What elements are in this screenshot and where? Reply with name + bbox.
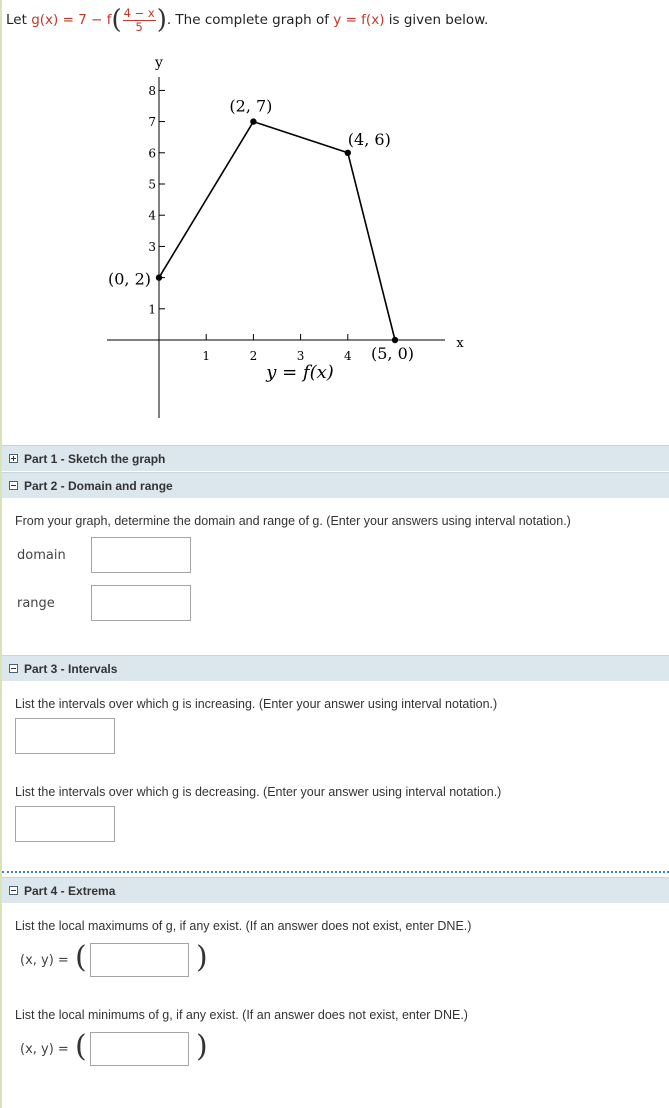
- problem-statement: [6, 0, 488, 40]
- collapse-icon[interactable]: [9, 664, 18, 673]
- section-divider: [2, 871, 669, 873]
- fraction: [123, 7, 156, 33]
- y-tick-label: 7: [148, 115, 156, 130]
- part-2-header[interactable]: [2, 472, 669, 498]
- x-tick-label: 4: [343, 349, 352, 363]
- y-axis-label: y: [155, 55, 163, 71]
- fraction-denominator: 5: [135, 19, 143, 34]
- xy-label-min: (x, y) =: [20, 1042, 69, 1057]
- x-tick-label: 2: [249, 349, 258, 363]
- local-max-input[interactable]: [90, 943, 189, 977]
- y-tick-label: 8: [148, 83, 156, 98]
- left-paren-max: (: [75, 940, 87, 975]
- part-1-title: Part 1 - Sketch the graph: [24, 451, 166, 466]
- x-axis-label: x: [456, 336, 464, 351]
- expand-icon[interactable]: [9, 454, 18, 463]
- statement-middle: . The complete graph of: [166, 12, 329, 28]
- y-tick-label: 1: [148, 302, 156, 317]
- increasing-question: List the intervals over which g is increasing. (Enter your answer using interval notation.): [15, 697, 498, 711]
- range-label: range: [17, 596, 55, 611]
- collapse-icon[interactable]: [9, 886, 18, 895]
- minus-sign: −: [91, 12, 103, 28]
- right-paren-max: ): [196, 940, 208, 975]
- let-word: Let: [6, 12, 27, 28]
- domain-label: domain: [17, 548, 66, 563]
- range-input[interactable]: [91, 585, 191, 621]
- point-marker: [250, 118, 256, 124]
- point-marker: [392, 337, 398, 343]
- y-tick-label: 4: [148, 208, 156, 223]
- y-tick-label: 5: [148, 177, 156, 192]
- part-2-question: From your graph, determine the domain and range of g. (Enter your answers using interval notation.): [15, 514, 571, 528]
- right-big-paren: ): [156, 5, 167, 35]
- graph-labels: [108, 55, 464, 383]
- local-max-question: List the local maximums of g, if any exist. (If an answer does not exist, enter DNE.): [15, 919, 472, 933]
- graph-curve: [156, 118, 398, 343]
- part-2-title: Part 2 - Domain and range: [24, 478, 173, 493]
- point-label: (0, 2): [108, 269, 152, 289]
- local-min-question: List the local minimums of g, if any exist. (If an answer does not exist, enter DNE.): [15, 1008, 468, 1022]
- f-letter: f: [106, 12, 112, 28]
- decreasing-question: List the intervals over which g is decreasing. (Enter your answer using interval notation.): [15, 785, 502, 799]
- increasing-input[interactable]: [15, 718, 115, 754]
- left-big-paren: (: [111, 5, 122, 35]
- part-3-title: Part 3 - Intervals: [24, 661, 118, 676]
- left-paren-min: (: [75, 1029, 87, 1064]
- fraction-numerator: 4 − x: [123, 5, 155, 20]
- function-line: [159, 122, 395, 340]
- function-graph: [0, 40, 669, 420]
- x-tick-label: 3: [296, 349, 305, 363]
- domain-input[interactable]: [91, 537, 191, 573]
- collapse-icon[interactable]: [9, 481, 18, 490]
- statement-end: is given below.: [388, 12, 489, 28]
- y-equals-fx: y = f(x): [333, 12, 385, 28]
- point-marker: [156, 274, 162, 280]
- seven: 7: [78, 12, 87, 28]
- point-marker: [345, 150, 351, 156]
- y-tick-label: 3: [148, 239, 156, 254]
- graph-caption: y = f(x): [266, 362, 334, 383]
- y-tick-label: 6: [148, 146, 156, 161]
- part-4-header[interactable]: [2, 877, 669, 903]
- point-label: (5, 0): [371, 344, 415, 363]
- part-3-header[interactable]: [2, 655, 669, 681]
- part-1-header[interactable]: [2, 445, 669, 471]
- part-4-title: Part 4 - Extrema: [24, 883, 116, 898]
- point-label: (2, 7): [229, 96, 273, 116]
- point-label: (4, 6): [347, 129, 391, 149]
- right-paren-min: ): [196, 1029, 208, 1064]
- xy-label-max: (x, y) =: [20, 953, 69, 968]
- local-min-input[interactable]: [90, 1032, 189, 1066]
- equals-sign: =: [62, 12, 74, 28]
- x-tick-label: 1: [202, 349, 211, 363]
- g-of-x: g(x): [31, 12, 59, 28]
- decreasing-input[interactable]: [15, 806, 115, 842]
